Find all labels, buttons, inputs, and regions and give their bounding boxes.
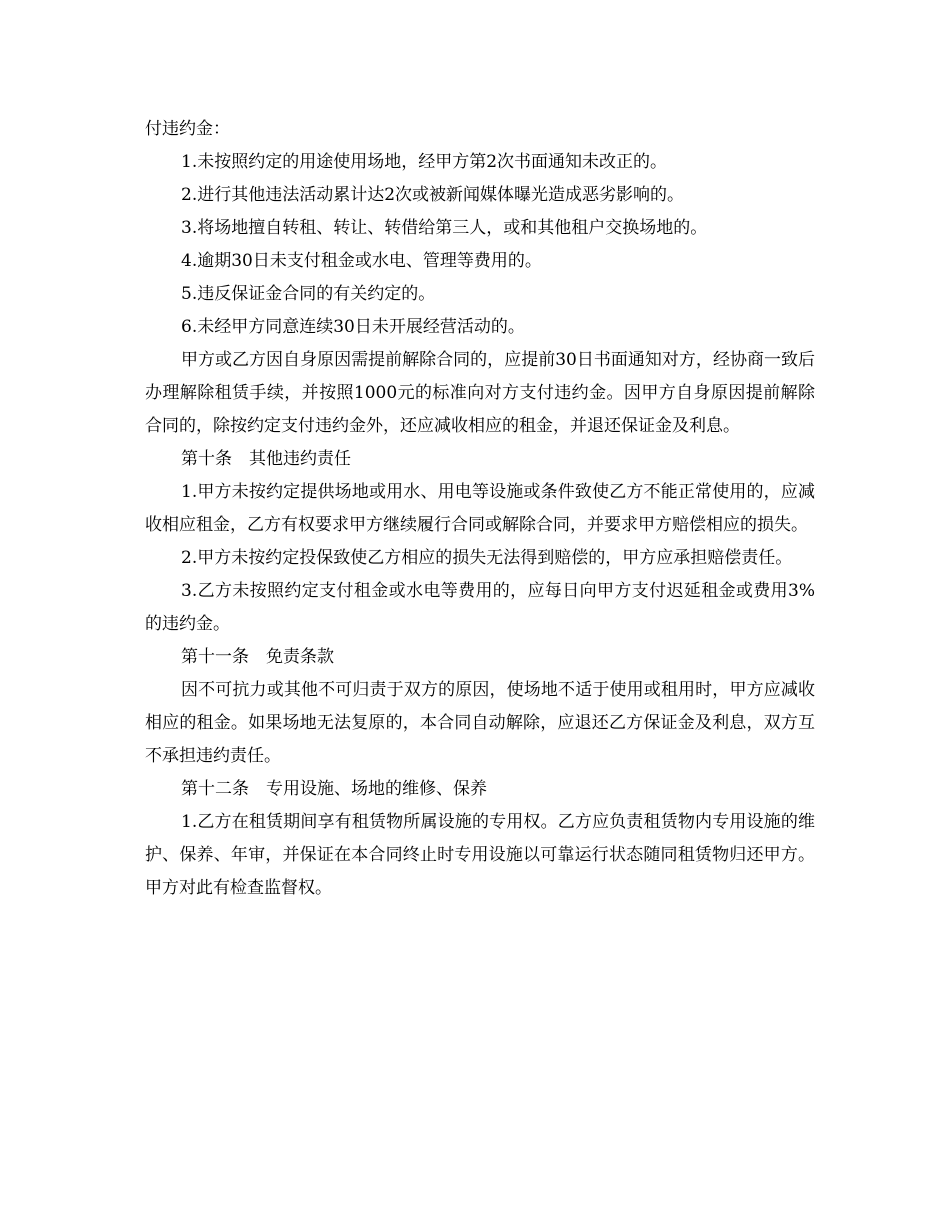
article-heading-10: 第十条 其他违约责任: [181, 449, 351, 469]
article-heading-11: 第十一条 免责条款: [181, 647, 334, 667]
article-10-item-1: 1.甲方未按约定提供场地或用水、用电等设施或条件致使乙方不能正常使用的，应减收相应租金，乙方有权要求甲方继续履行合同或解除合同，并要求甲方赔偿相应的损失。: [145, 482, 815, 535]
list-item-3: 3.将场地擅自转租、转让、转借给第三人，或和其他租户交换场地的。: [181, 218, 708, 238]
article-heading-12: 第十二条 专用设施、场地的维修、保养: [181, 779, 487, 799]
list-item-6: 6.未经甲方同意连续30日未开展经营活动的。: [181, 317, 525, 337]
list-item-4: 4.逾期30日未支付租金或水电、管理等费用的。: [181, 251, 542, 271]
paragraph-continuation: 付违约金：: [145, 119, 230, 139]
article-12-item-1: 1.乙方在租赁期间享有租赁物所属设施的专用权。乙方应负责租赁物内专用设施的维护、保养、年审，并保证在本合同终止时专用设施以可靠运行状态随同租赁物归还甲方。甲方对此有检查监督权。: [145, 812, 815, 898]
document-body: [145, 113, 815, 905]
article-10-item-3: 3.乙方未按照约定支付租金或水电等费用的，应每日向甲方支付迟延租金或费用3%的违约金。: [145, 581, 815, 634]
list-item-5: 5.违反保证金合同的有关约定的。: [181, 284, 436, 304]
list-item-2: 2.进行其他违法活动累计达2次或被新闻媒体曝光造成恶劣影响的。: [181, 185, 685, 205]
article-11-body: 因不可抗力或其他不可归责于双方的原因，使场地不适于使用或租用时，甲方应减收相应的租金。如果场地无法复原的，本合同自动解除，应退还乙方保证金及利息，双方互不承担违约责任。: [145, 680, 815, 766]
list-item-1: 1.未按照约定的用途使用场地，经甲方第2次书面通知未改正的。: [181, 152, 668, 172]
paragraph-early-termination: 甲方或乙方因自身原因需提前解除合同的，应提前30日书面通知对方，经协商一致后办理解除租赁手续，并按照1000元的标准向对方支付违约金。因甲方自身原因提前解除合同的，除按约定支付违约金外，还应减收相应的租金，并退还保证金及利息。: [145, 350, 815, 436]
article-10-item-2: 2.甲方未按约定投保致使乙方相应的损失无法得到赔偿的，甲方应承担赔偿责任。: [181, 548, 793, 568]
